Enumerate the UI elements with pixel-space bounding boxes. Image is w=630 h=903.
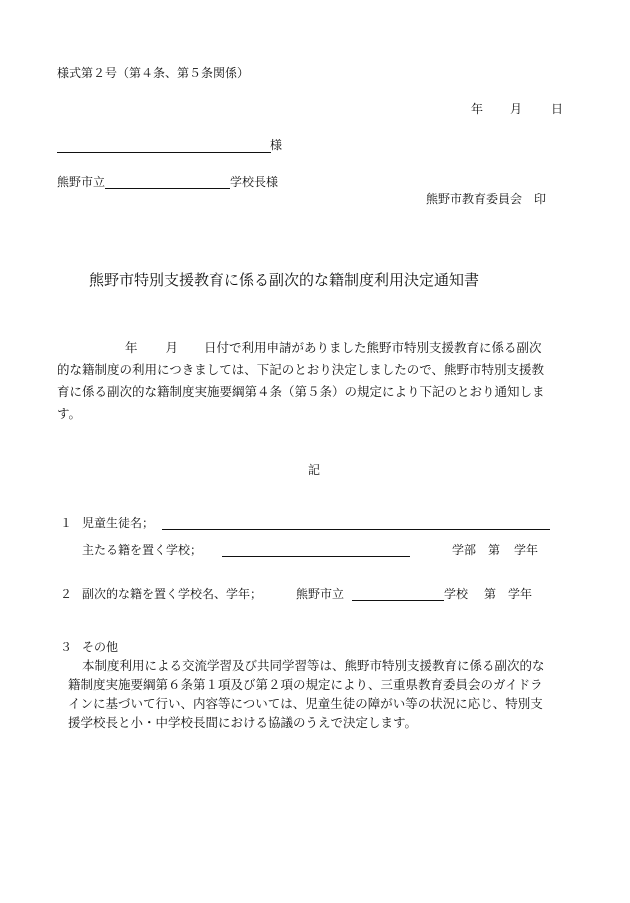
school-principal-suffix: 学校長様 <box>230 175 279 189</box>
student-name-blank-line <box>162 529 550 530</box>
issuer: 熊野市教育委員会 印 <box>426 192 547 206</box>
school-prefix: 熊野市立 <box>57 175 106 189</box>
school-name-blank-line <box>105 188 230 189</box>
item3-line-1: 本制度利用による交流学習及び共同学習等は、熊野市特別支援教育に係る副次的な <box>82 658 545 673</box>
secondary-school-blank-line <box>352 600 444 601</box>
item1-dept: 学部 <box>452 543 477 557</box>
item3-line-4: 援学校長と小・中学校長間における協議のうえで決定します。 <box>68 715 418 730</box>
item2-grade-suffix: 学年 <box>508 587 533 601</box>
form-number: 様式第２号（第４条、第５条関係） <box>57 66 250 80</box>
body-line-2: 的な籍制度の利用につきましては、下記のとおり決定しましたので、熊野市特別支援教 <box>57 362 545 377</box>
item2-school: 学校 <box>444 587 469 601</box>
item1-grade-prefix: 第 <box>488 543 501 557</box>
date-year-label: 年 <box>471 102 484 116</box>
date-day-label: 日 <box>551 102 564 116</box>
item1-number: １ <box>60 516 73 530</box>
main-school-label: 主たる籍を置く学校； <box>82 543 203 557</box>
body-year: 年 <box>125 340 138 355</box>
body-line-1-text: 日付で利用申請がありました熊野市特別支援教育に係る副次 <box>204 340 542 355</box>
item3-line-2: 籍制度実施要綱第６条第１項及び第２項の規定により、三重県教育委員会のガイドラ <box>68 677 543 692</box>
body-month: 月 <box>165 340 179 355</box>
item2-grade-prefix: 第 <box>484 587 497 601</box>
body-line-1 <box>57 337 577 359</box>
item3-label: その他 <box>82 640 119 654</box>
body-line-3: 育に係る副次的な籍制度実施要綱第４条（第５条）の規定により下記のとおり通知しま <box>57 384 545 399</box>
date-month-label: 月 <box>510 102 523 116</box>
item2-prefix: 熊野市立 <box>296 587 345 601</box>
document-title: 熊野市特別支援教育に係る副次的な籍制度利用決定通知書 <box>89 271 480 289</box>
main-school-blank-line <box>222 556 410 557</box>
item3-line-3: インに基づいて行い、内容等については、児童生徒の障がい等の状況に応じ、特別支 <box>68 696 543 711</box>
addressee-suffix: 様 <box>270 138 283 152</box>
item3-number: ３ <box>60 640 73 654</box>
item1-grade-suffix: 学年 <box>514 543 539 557</box>
item3-paragraph <box>68 656 588 732</box>
body-paragraph <box>57 337 577 425</box>
body-line-4: す。 <box>57 406 82 421</box>
addressee-blank-line <box>57 152 271 153</box>
item2-label: 副次的な籍を置く学校名、学年； <box>82 587 263 601</box>
ki-heading: 記 <box>308 463 321 477</box>
item1-label: 児童生徒名； <box>82 516 155 530</box>
item2-number: ２ <box>60 587 73 601</box>
